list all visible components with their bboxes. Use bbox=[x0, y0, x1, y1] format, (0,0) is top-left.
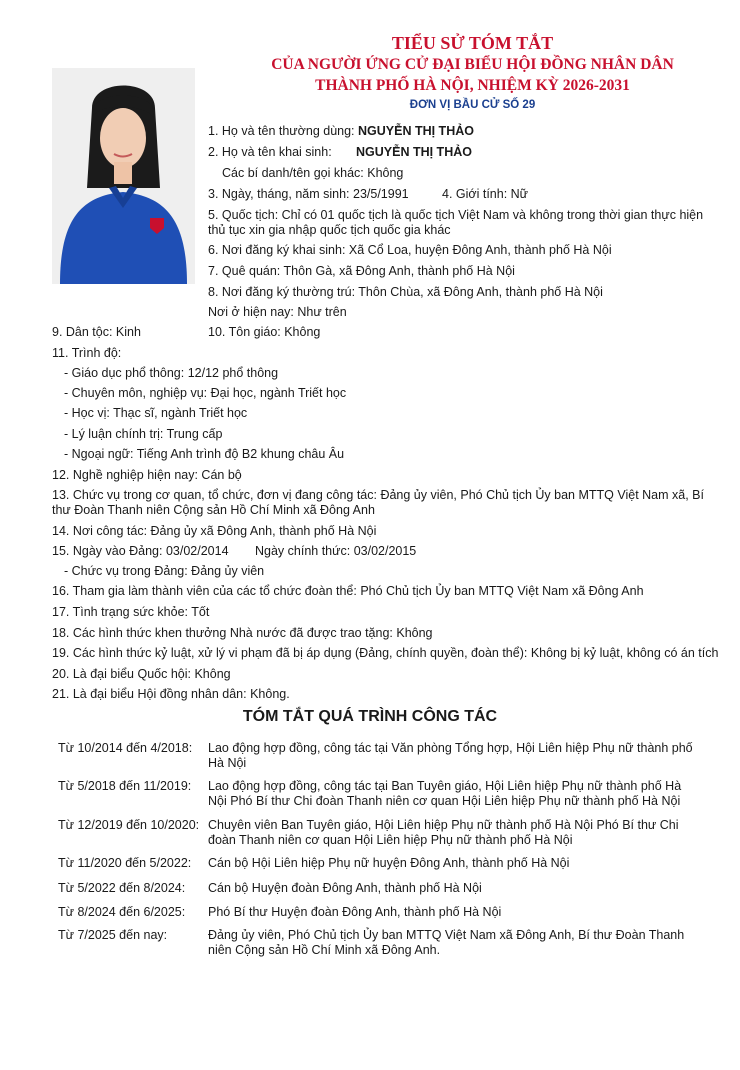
field-permanent-residence: 8. Nơi đăng ký thường trú: Thôn Chùa, xã Đông Anh, thành phố Hà Nội bbox=[208, 285, 603, 299]
work-period: Từ 5/2018 đến 11/2019: bbox=[58, 779, 192, 793]
field-alias: Các bí danh/tên gọi khác: Không bbox=[222, 166, 404, 180]
field-gender: 4. Giới tính: Nữ bbox=[442, 187, 529, 201]
work-description: Lao động hợp đồng, công tác tại Ban Tuyên giáo, Hội Liên hiệp Phụ nữ thành phố Hà Nội Phó Bí thư Chi đoàn Thanh niên cơ quan Hội Liên hiệp Phụ nữ thành phố Hà Nội bbox=[208, 779, 682, 808]
work-period: Từ 7/2025 đến nay: bbox=[58, 928, 168, 942]
work-period: Từ 5/2022 đến 8/2024: bbox=[58, 881, 186, 895]
work-description: Đảng ủy viên, Phó Chủ tịch Ủy ban MTTQ Việt Nam xã Đông Anh, Bí thư Đoàn Thanh niên Cộng sản Hồ Chí Minh xã Đông Anh. bbox=[208, 928, 685, 957]
work-period: Từ 8/2024 đến 6/2025: bbox=[58, 905, 186, 919]
field-nationality: 5. Quốc tịch: Chỉ có 01 quốc tịch là quốc tịch Việt Nam và không trong thời gian thực hiện thủ tục xin gia nhập quốc tịch quốc gia khác bbox=[208, 208, 704, 237]
work-history-title: TÓM TẮT QUÁ TRÌNH CÔNG TÁC bbox=[242, 708, 498, 725]
work-period: Từ 10/2014 đến 4/2018: bbox=[58, 741, 193, 755]
field-label: 1. Họ và tên thường dùng: bbox=[208, 124, 358, 138]
work-description: Lao động hợp đồng, công tác tại Văn phòng Tổng hợp, Hội Liên hiệp Phụ nữ thành phố Hà Nội bbox=[208, 741, 693, 770]
field-education-heading: 11. Trình độ: bbox=[52, 346, 122, 360]
field-general-education: - Giáo dục phổ thông: 12/12 phổ thông bbox=[64, 366, 279, 380]
field-foreign-language: - Ngoại ngữ: Tiếng Anh trình độ B2 khung châu Âu bbox=[64, 447, 345, 461]
document-subtitle-1: CỦA NGƯỜI ỨNG CỬ ĐẠI BIỂU HỘI ĐỒNG NHÂN DÂN bbox=[271, 56, 674, 73]
field-discipline: 19. Các hình thức kỷ luật, xử lý vi phạm đã bị áp dụng (Đảng, chính quyền, đoàn thể): Không bị kỷ luật, không có án tích bbox=[52, 646, 719, 660]
field-party-official-date: Ngày chính thức: 03/02/2015 bbox=[255, 544, 417, 558]
field-current-position: 13. Chức vụ trong cơ quan, tổ chức, đơn vị đang công tác: Đảng ủy viên, Phó Chủ tịch Ủy ban MTTQ Việt Nam xã, Bí thư Đoàn Thanh niên Cộng sản Hồ Chí Minh xã Đông Anh bbox=[52, 488, 704, 517]
field-national-assembly-delegate: 20. Là đại biểu Quốc hội: Không bbox=[52, 667, 231, 681]
work-description: Cán bộ Hội Liên hiệp Phụ nữ huyện Đông Anh, thành phố Hà Nội bbox=[208, 856, 570, 870]
candidate-portrait bbox=[52, 68, 195, 284]
field-awards: 18. Các hình thức khen thưởng Nhà nước đã được trao tặng: Không bbox=[52, 626, 433, 640]
field-council-delegate: 21. Là đại biểu Hội đồng nhân dân: Không. bbox=[52, 687, 290, 701]
work-period: Từ 12/2019 đến 10/2020: bbox=[58, 818, 200, 832]
field-birth-name bbox=[208, 145, 332, 159]
document-title: TIỂU SỬ TÓM TẮT bbox=[391, 33, 554, 53]
field-birth-date: 3. Ngày, tháng, năm sinh: 23/5/1991 bbox=[208, 187, 409, 201]
field-ethnicity: 9. Dân tộc: Kinh bbox=[52, 325, 141, 339]
field-party-join-date: 15. Ngày vào Đảng: 03/02/2014 bbox=[52, 544, 229, 558]
field-religion: 10. Tôn giáo: Không bbox=[208, 325, 321, 339]
field-common-name bbox=[208, 124, 474, 138]
electoral-unit: ĐƠN VỊ BẦU CỬ SỐ 29 bbox=[409, 99, 536, 111]
work-description: Cán bộ Huyện đoàn Đông Anh, thành phố Hà Nội bbox=[208, 881, 482, 895]
field-health: 17. Tình trạng sức khỏe: Tốt bbox=[52, 605, 210, 619]
work-description: Phó Bí thư Huyện đoàn Đông Anh, thành phố Hà Nội bbox=[208, 905, 502, 919]
field-birth-registration: 6. Nơi đăng ký khai sinh: Xã Cổ Loa, huyện Đông Anh, thành phố Hà Nội bbox=[208, 243, 612, 257]
field-current-residence: Nơi ở hiện nay: Như trên bbox=[208, 305, 347, 319]
field-party-position: - Chức vụ trong Đảng: Đảng ủy viên bbox=[64, 564, 265, 578]
field-label: 2. Họ và tên khai sinh: bbox=[208, 145, 332, 159]
field-organizations: 16. Tham gia làm thành viên của các tổ chức đoàn thể: Phó Chủ tịch Ủy ban MTTQ Việt Nam xã Đông Anh bbox=[52, 584, 644, 598]
field-degree: - Học vị: Thạc sĩ, ngành Triết học bbox=[64, 406, 248, 420]
work-description: Chuyên viên Ban Tuyên giáo, Hội Liên hiệp Phụ nữ thành phố Hà Nội Phó Bí thư Chi đoàn Thanh niên cơ quan Hội Liên hiệp Phụ nữ thành phố Hà Nội bbox=[208, 818, 679, 847]
document-subtitle-2: THÀNH PHỐ HÀ NỘI, NHIỆM KỲ 2026-2031 bbox=[315, 77, 630, 94]
field-hometown: 7. Quê quán: Thôn Gà, xã Đông Anh, thành phố Hà Nội bbox=[208, 264, 515, 278]
field-political-theory: - Lý luận chính trị: Trung cấp bbox=[64, 427, 223, 441]
field-value: NGUYỄN THỊ THẢO bbox=[358, 124, 474, 138]
field-workplace: 14. Nơi công tác: Đảng ủy xã Đông Anh, thành phố Hà Nội bbox=[52, 524, 377, 538]
field-occupation: 12. Nghề nghiệp hiện nay: Cán bộ bbox=[52, 468, 242, 482]
field-birth-name-value: NGUYỄN THỊ THẢO bbox=[356, 145, 472, 159]
work-period: Từ 11/2020 đến 5/2022: bbox=[58, 856, 192, 870]
field-specialization: - Chuyên môn, nghiệp vụ: Đại học, ngành Triết học bbox=[64, 386, 347, 400]
